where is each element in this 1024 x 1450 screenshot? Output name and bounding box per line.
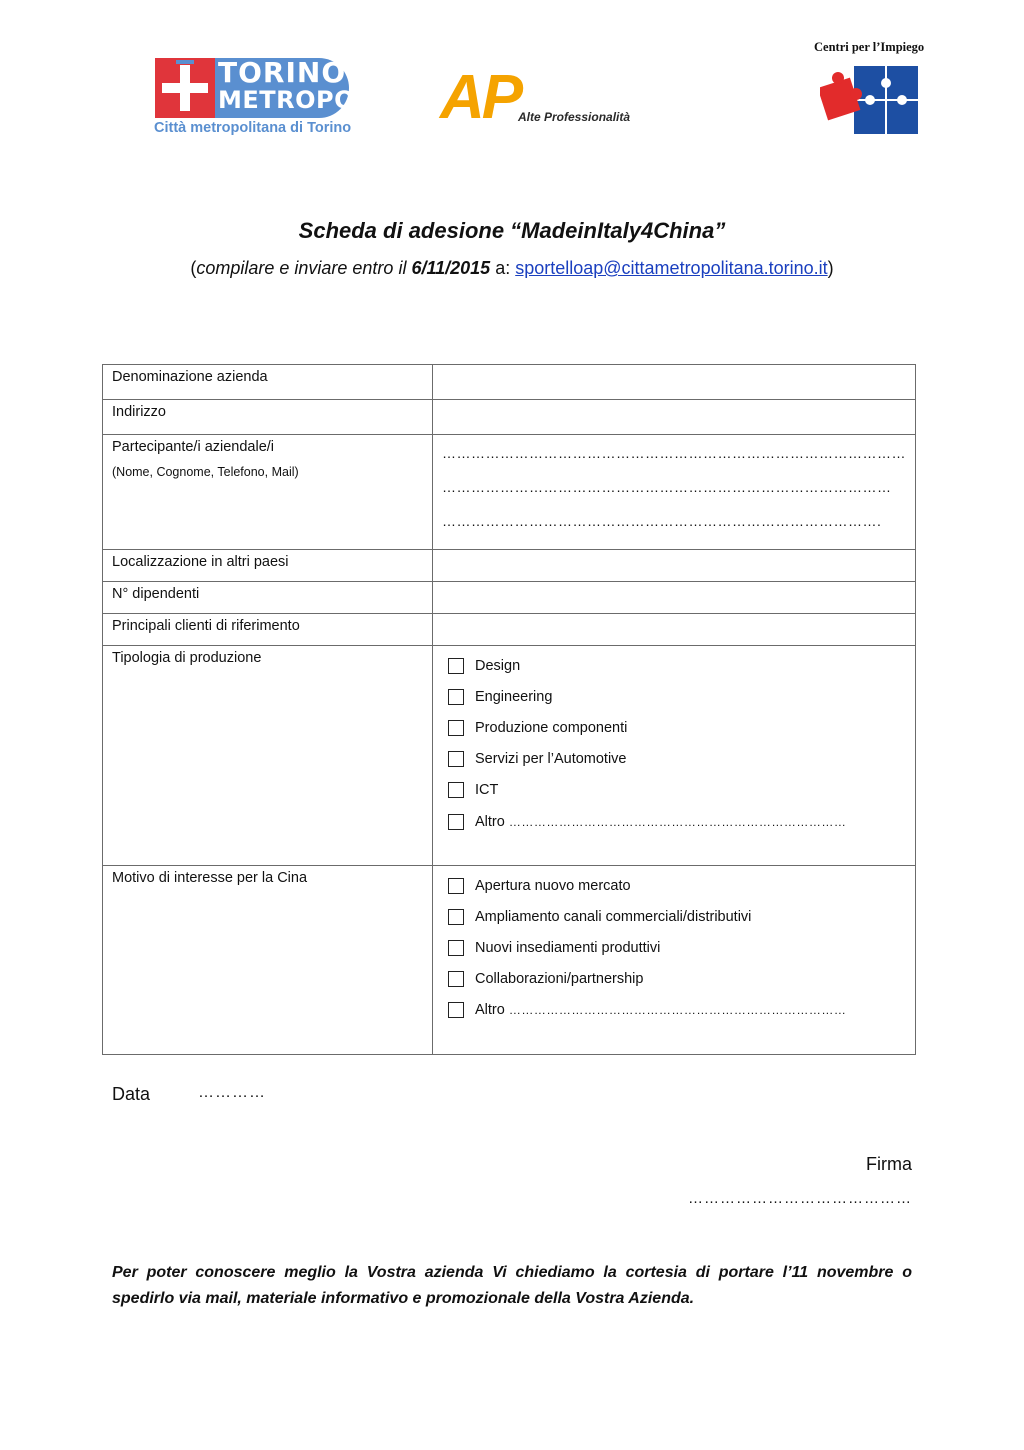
option-label: Produzione componenti bbox=[475, 719, 628, 736]
participants-line-1: …………………………………………………………………………………… bbox=[442, 445, 906, 461]
option-other-dots: ……………………………………………………………………… bbox=[508, 814, 847, 829]
participants-hint: (Nome, Cognome, Telefono, Mail) bbox=[112, 465, 299, 479]
torino-metropoli-logo bbox=[154, 56, 381, 143]
participants-line-2: ………………………………………………………………………………… bbox=[442, 479, 892, 495]
subtitle-close: ) bbox=[827, 258, 834, 278]
row-production-type bbox=[103, 646, 916, 866]
checkbox[interactable] bbox=[448, 814, 464, 830]
checkbox[interactable] bbox=[448, 751, 464, 767]
option-altro-production[interactable] bbox=[442, 806, 906, 837]
production-type-options bbox=[433, 646, 916, 866]
production-type-label: Tipologia di produzione bbox=[103, 646, 433, 866]
ap-logo-mark: AP bbox=[440, 63, 521, 132]
date-field[interactable]: ………… bbox=[198, 1084, 266, 1101]
registration-form-table bbox=[102, 364, 916, 1055]
company-name-field[interactable] bbox=[433, 365, 916, 400]
row-clients bbox=[103, 614, 916, 646]
option-design[interactable] bbox=[442, 650, 906, 681]
checkbox[interactable] bbox=[448, 658, 464, 674]
checkbox[interactable] bbox=[448, 909, 464, 925]
alte-professionalita-logo bbox=[440, 63, 640, 132]
participants-label-cell bbox=[103, 435, 433, 550]
option-label: Ampliamento canali commerciali/distributivi bbox=[475, 908, 752, 925]
subtitle-date: 6/11/2015 bbox=[411, 258, 491, 278]
option-label: Apertura nuovo mercato bbox=[475, 877, 631, 894]
option-label: Servizi per l’Automotive bbox=[475, 751, 627, 768]
employees-label: N° dipendenti bbox=[103, 582, 433, 614]
torino-logo-tagline: Città metropolitana di Torino bbox=[154, 120, 352, 136]
subtitle-instruction: compilare e inviare entro il bbox=[196, 258, 407, 278]
china-interest-label: Motivo di interesse per la Cina bbox=[103, 866, 433, 1055]
clients-label: Principali clienti di riferimento bbox=[103, 614, 433, 646]
page-title: Scheda di adesione “MadeinItaly4China” bbox=[298, 218, 726, 243]
option-engineering[interactable] bbox=[442, 681, 906, 712]
option-altro-china[interactable] bbox=[442, 995, 906, 1026]
option-label: Altro bbox=[475, 813, 505, 830]
option-label: Altro bbox=[475, 1002, 505, 1019]
cpi-logo-text: Centri per l’Impiego bbox=[814, 40, 925, 54]
option-ict[interactable] bbox=[442, 775, 906, 806]
option-label: Nuovi insediamenti produttivi bbox=[475, 939, 661, 956]
participants-label: Partecipante/i aziendale/i bbox=[112, 439, 275, 455]
checkbox[interactable] bbox=[448, 940, 464, 956]
company-name-label: Denominazione azienda bbox=[103, 365, 433, 400]
participants-line-3: ………………………………………………………………………………. bbox=[442, 513, 882, 529]
option-label: Design bbox=[475, 657, 521, 674]
employees-field[interactable] bbox=[433, 582, 916, 614]
checkbox[interactable] bbox=[448, 1002, 464, 1018]
row-employees bbox=[103, 582, 916, 614]
checkbox[interactable] bbox=[448, 720, 464, 736]
address-field[interactable] bbox=[433, 400, 916, 435]
subtitle-to: a: bbox=[490, 258, 516, 278]
option-apertura-mercato[interactable] bbox=[442, 870, 906, 901]
option-label: Engineering bbox=[475, 688, 553, 705]
checkbox[interactable] bbox=[448, 782, 464, 798]
participants-field[interactable] bbox=[433, 435, 916, 550]
centri-per-impiego-logo bbox=[812, 40, 944, 140]
location-label: Localizzazione in altri paesi bbox=[103, 550, 433, 582]
option-label: ICT bbox=[475, 782, 499, 799]
option-collaborazioni[interactable] bbox=[442, 964, 906, 995]
option-ampliamento-canali[interactable] bbox=[442, 901, 906, 932]
option-produzione-componenti[interactable] bbox=[442, 712, 906, 743]
torino-logo-line2: METROPOLI bbox=[218, 86, 381, 114]
checkbox[interactable] bbox=[448, 689, 464, 705]
address-label: Indirizzo bbox=[103, 400, 433, 435]
clients-field[interactable] bbox=[433, 614, 916, 646]
option-servizi-automotive[interactable] bbox=[442, 744, 906, 775]
subtitle-open: ( bbox=[190, 258, 197, 278]
signature-field[interactable]: …………………………………… bbox=[688, 1190, 912, 1207]
location-field[interactable] bbox=[433, 550, 916, 582]
row-company-name bbox=[103, 365, 916, 400]
page-subtitle bbox=[0, 258, 1024, 279]
closing-note: Per poter conoscere meglio la Vostra azienda Vi chiediamo la cortesia di portare l’11 novembre o spedirlo via mail, materiale informativo e promozionale della Vostra Azienda. bbox=[112, 1264, 912, 1307]
option-nuovi-insediamenti[interactable] bbox=[442, 932, 906, 963]
ap-logo-text: Alte Professionalità bbox=[518, 110, 631, 124]
row-participants bbox=[103, 435, 916, 550]
torino-logo-line1: TORINO bbox=[218, 56, 347, 89]
date-label: Data bbox=[112, 1084, 151, 1104]
row-location bbox=[103, 550, 916, 582]
row-address bbox=[103, 400, 916, 435]
option-other-dots: ……………………………………………………………………… bbox=[508, 1003, 847, 1018]
checkbox[interactable] bbox=[448, 878, 464, 894]
row-china-interest bbox=[103, 866, 916, 1055]
signature-label: Firma bbox=[866, 1154, 912, 1174]
china-interest-options bbox=[433, 866, 916, 1055]
puzzle-icon bbox=[820, 64, 920, 136]
email-link[interactable]: sportelloap@cittametropolitana.torino.it bbox=[515, 258, 828, 278]
option-label: Collaborazioni/partnership bbox=[475, 971, 644, 988]
checkbox[interactable] bbox=[448, 971, 464, 987]
